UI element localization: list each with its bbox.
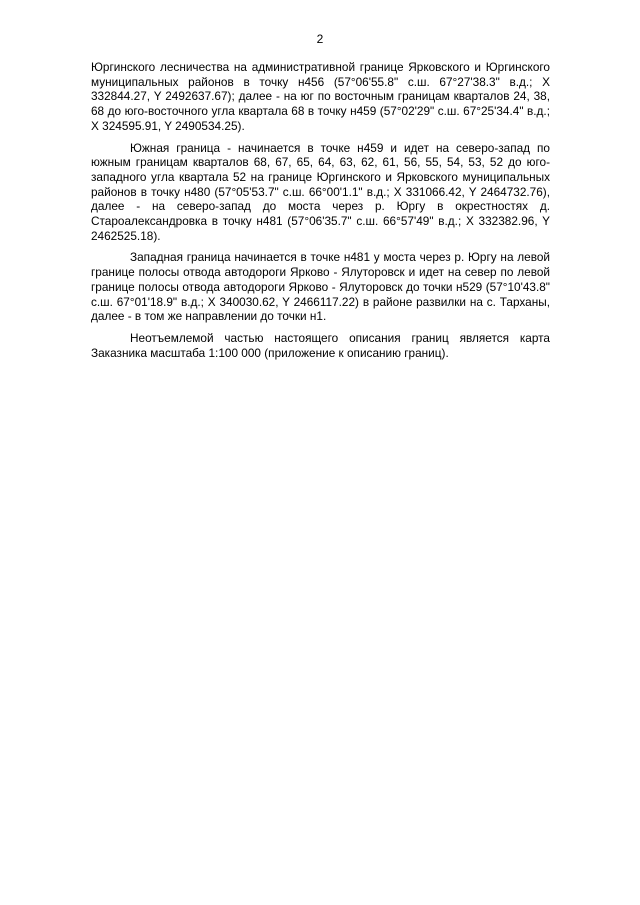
paragraph-west-boundary: Западная граница начинается в точке н481 у моста через р. Юргу на левой границе полосы отвода автодороги Ярково - Ялуторовск и идет на север по левой границе полосы отвода автодороги Ярково - Ялуторовск до точки н529 (57°10'43.8" с.ш. 67°01'18.9" в.д.; X 340030.62, Y 2466117.22) в районе развилки на с. Тарханы, далее - в том же направлении до точки н1. [91,250,550,324]
paragraph-south-boundary: Южная граница - начинается в точке н459 и идет на северо-запад по южным границам кварталов 68, 67, 65, 64, 63, 62, 61, 56, 55, 54, 53, 52 до юго-западного угла квартала 52 на границе Юргинского и Ярковского муниципальных районов в точку н480 (57°05'53.7" с.ш. 66°00'1.1" в.д.; X 331066.42, Y 2464732.76), далее - на северо-запад до моста через р. Юргу в окрестностях д. Староалександровка в точку н481 (57°06'35.7" с.ш. 66°57'49" в.д.; X 332382.96, Y 2462525.18). [91,140,550,243]
page-number: 2 [316,32,324,46]
paragraph-map-reference: Неотъемлемой частью настоящего описания границ является карта Заказника масштаба 1:100 000 (приложение к описанию границ). [91,330,550,360]
paragraph-north-east-boundary-continuation: Юргинского лесничества на административной границе Ярковского и Юргинского муниципальных районов в точку н456 (57°06'55.8" с.ш. 67°27'38.3" в.д.; X 332844.27, Y 2492637.67); далее - на юг по восточным границам кварталов 24, 38, 68 до юго-восточного угла квартала 68 в точку н459 (57°02'29" с.ш. 67°25'34.4" в.д.; X 324595.91, Y 2490534.25). [91,60,550,133]
document-body [91,60,550,367]
